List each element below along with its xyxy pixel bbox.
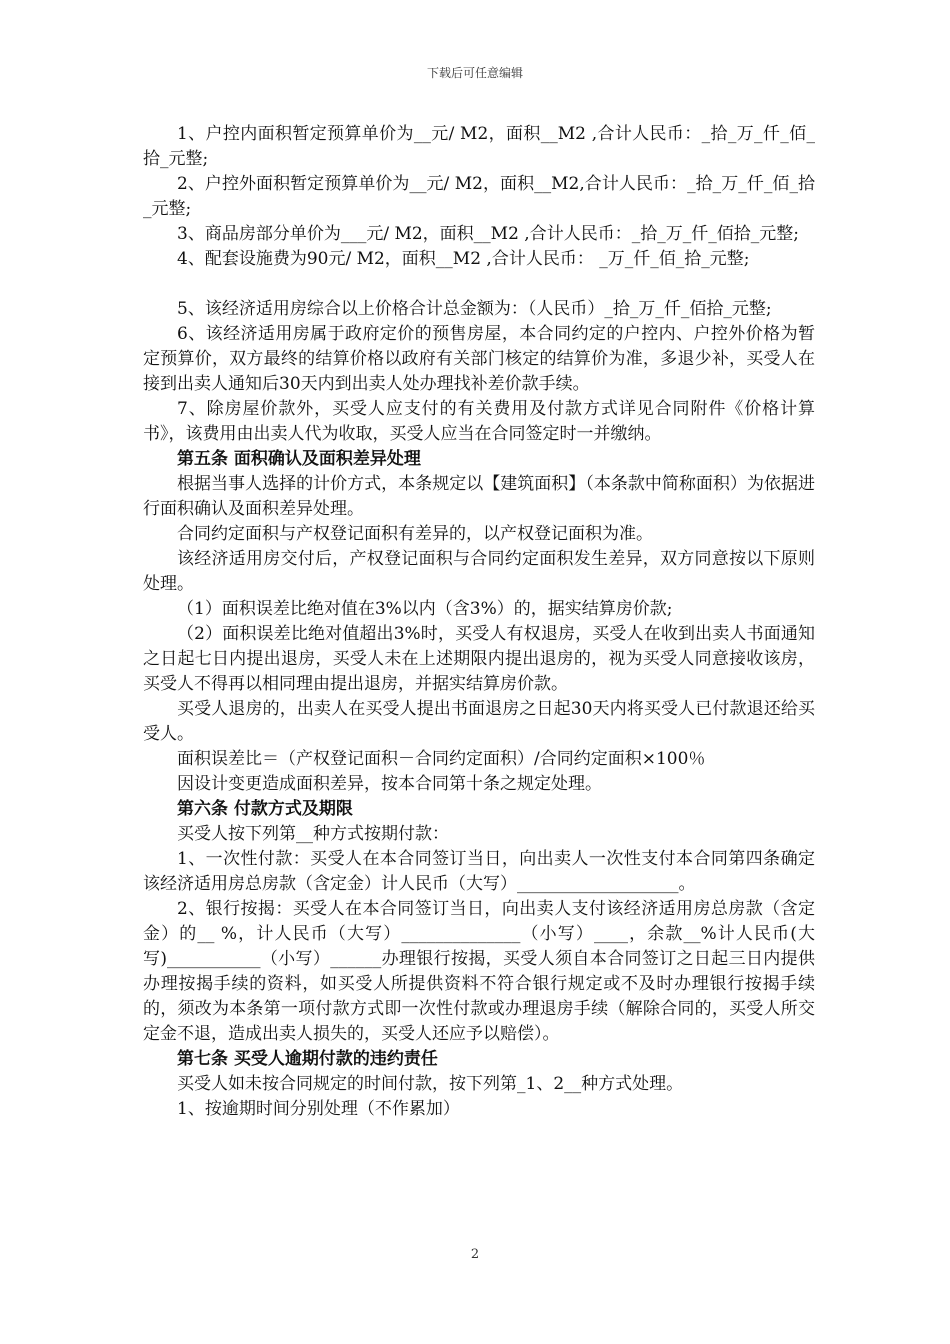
paragraph: （2）面积误差比绝对值超出3%时，买受人有权退房，买受人在收到出卖人书面通知之日起七日内提出退房，买受人未在上述期限内提出退房的，视为买受人同意接收该房，买受人不得再以相同理由提出退房，并据实结算房价款。 xyxy=(143,624,815,694)
paragraph: 3、商品房部分单价为___元/ M2，面积__M2 ,合计人民币：_拾_万_仟_佰拾_元整; xyxy=(177,224,799,244)
page-number: 2 xyxy=(470,1247,480,1262)
paragraph: 1、一次性付款：买受人在本合同签订当日，向出卖人一次性支付本合同第四条确定该经济适用房总房款（含定金）计人民币（大写）___________________。 xyxy=(143,849,815,894)
paragraph: 7、除房屋价款外，买受人应支付的有关费用及付款方式详见合同附件《价格计算书》，该费用由出卖人代为收取，买受人应当在合同签定时一并缴纳。 xyxy=(143,399,815,444)
document-body xyxy=(143,122,815,1122)
paragraph: 因设计变更造成面积差异，按本合同第十条之规定处理。 xyxy=(177,774,602,794)
paragraph: 5、该经济适用房综合以上价格合计总金额为：（人民币）_拾_万_仟_佰拾_元整; xyxy=(177,299,772,319)
paragraph: 1、按逾期时间分别处理（不作累加） xyxy=(177,1099,460,1119)
paragraph: （1）面积误差比绝对值在3%以内（含3%）的，据实结算房价款; xyxy=(177,599,673,619)
paragraph: 2、银行按揭：买受人在本合同签订当日，向出卖人支付该经济适用房总房款（含定金）的__ %，计人民币（大写）______________（小写）____，余款__%计人民币(大写)___________（小写）______办理银行按揭，买受人须自本合同签订之日起三日内提供办理按揭手续的资料，如买受人所提供资料不符合银行规定或不及时办理银行按揭手续的，须改为本条第一项付款方式即一次性付款或办理退房手续（解除合同的，买受人所交定金不退，造成出卖人损失的，买受人还应予以赔偿）。 xyxy=(143,899,815,1044)
paragraph: 面积误差比＝（产权登记面积－合同约定面积）/合同约定面积×100％ xyxy=(177,749,706,769)
paragraph: 合同约定面积与产权登记面积有差异的，以产权登记面积为准。 xyxy=(177,524,653,544)
paragraph: 买受人如未按合同规定的时间付款，按下列第_1、2__种方式处理。 xyxy=(177,1074,684,1094)
section-heading: 第七条 买受人逾期付款的违约责任 xyxy=(177,1049,438,1069)
section-heading: 第五条 面积确认及面积差异处理 xyxy=(177,449,421,469)
paragraph: 1、户控内面积暂定预算单价为__元/ M2，面积__M2 ,合计人民币：_拾_万_仟_佰_拾_元整; xyxy=(143,124,815,169)
paragraph: 根据当事人选择的计价方式，本条规定以【建筑面积】（本条款中简称面积）为依据进行面积确认及面积差异处理。 xyxy=(143,474,815,519)
paragraph: 2、户控外面积暂定预算单价为__元/ M2，面积__M2,合计人民币：_拾_万_仟_佰_拾_元整; xyxy=(143,174,815,219)
paragraph: 买受人退房的，出卖人在买受人提出书面退房之日起30天内将买受人已付款退还给买受人。 xyxy=(143,699,815,744)
paragraph: 该经济适用房交付后，产权登记面积与合同约定面积发生差异，双方同意按以下原则处理。 xyxy=(143,549,815,594)
paragraph: 6、该经济适用房属于政府定价的预售房屋，本合同约定的户控内、户控外价格为暂定预算价，双方最终的结算价格以政府有关部门核定的结算价为准，多退少补，买受人在接到出卖人通知后30天内到出卖人处办理找补差价款手续。 xyxy=(143,324,815,394)
page-header: 下载后可任意编辑 xyxy=(426,66,523,80)
section-heading: 第六条 付款方式及期限 xyxy=(177,799,353,819)
paragraph: 4、配套设施费为90元/ M2，面积__M2 ,合计人民币： _万_仟_佰_拾_元整; xyxy=(177,249,750,269)
paragraph: 买受人按下列第__种方式按期付款： xyxy=(177,824,449,844)
